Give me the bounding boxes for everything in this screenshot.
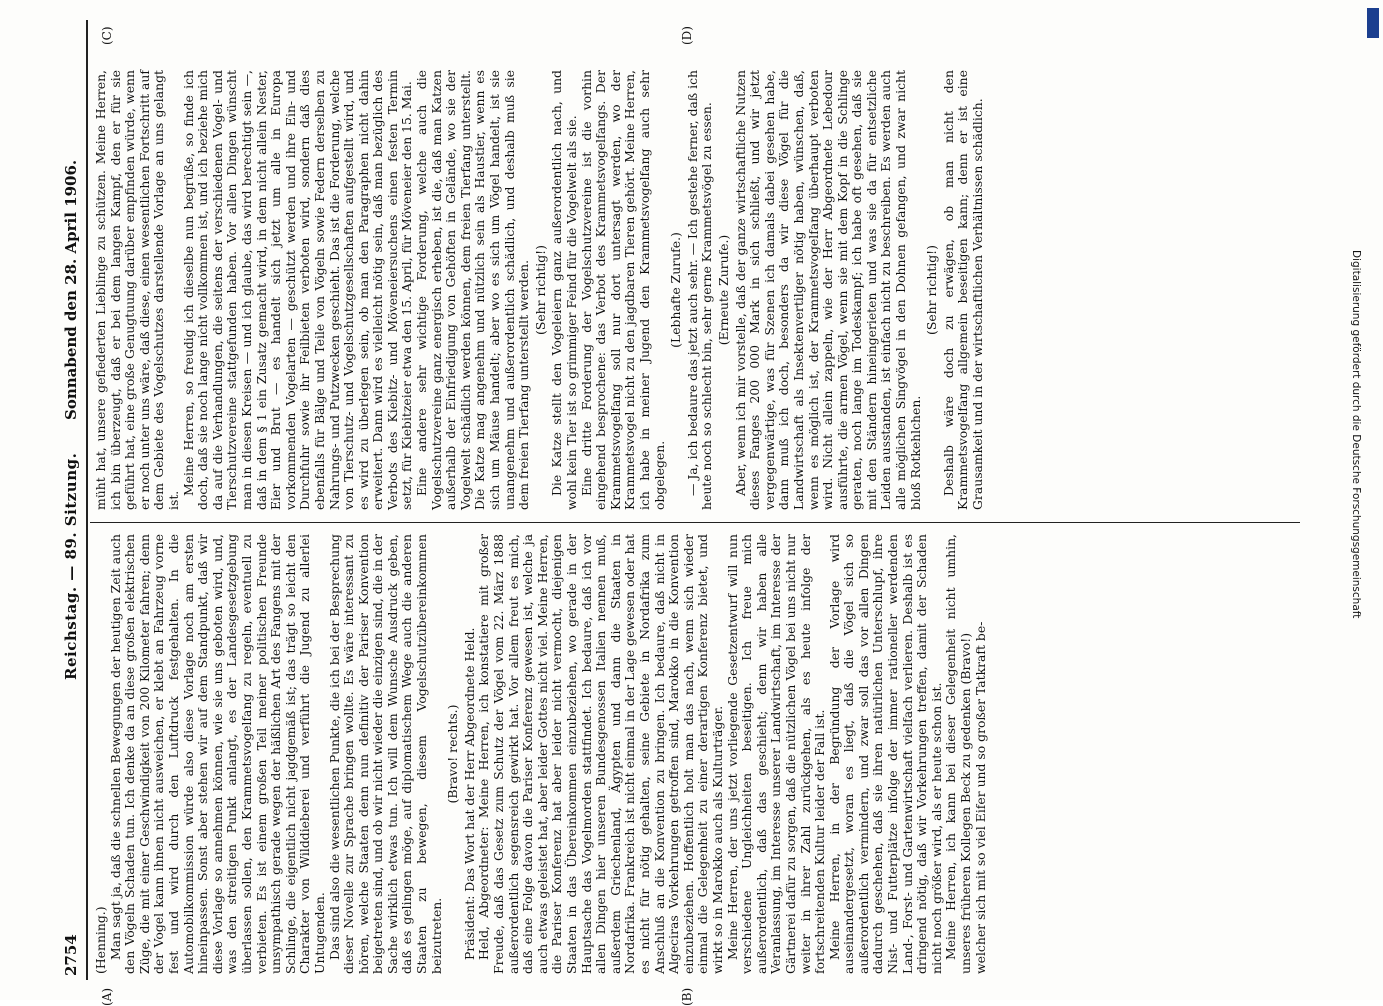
- margin-mark-d: (D): [680, 26, 694, 45]
- interjection: (Bravo! rechts.): [445, 704, 461, 804]
- paragraph: Die Katze stellt den Vogeleiern ganz außerordentlich nach, und wohl kein Tier ist so grimmiger Feind für die Vogelwelt als sie.: [549, 70, 579, 510]
- digitization-note: [1350, 250, 1364, 690]
- margin-mark-b: (B): [680, 987, 694, 1006]
- interjection: (Sehr richtig!): [532, 245, 548, 335]
- paragraph: welcher sich mit so viel Eifer und so großer Tatkraft be-: [972, 621, 988, 974]
- session-date: Sonnabend den 28. April 1906.: [62, 159, 80, 420]
- right-column: [94, 70, 986, 510]
- rotated-page: [60, 20, 1310, 1006]
- session-title: Reichstag. — 89. Sitzung.: [62, 452, 80, 680]
- paragraph: Man sagt ja, daß die schnellen Bewegungen der heutigen Zeit auch den Vögeln Schaden tun. Ich denke da an diese großen elektrischen Züge, die mit einer Geschwindigkeit von 200 Kilometer fahren; denn der Vogel kann ihnen nicht ausweichen, er klebt an Fahrzeug vorne fest und wird durch den Luftdruck festgehalten. In die Automobilkommission würde also diese Vorlage noch am ersten hineinpassen. Sonst aber stehen wir auf dem Standpunkt, daß wir diese Vorlage so annehmen können, wie sie uns geboten wird, und, was den streitigen Punkt anlangt, es der Landesgesetzgebung überlassen sollen, den Krammetsvogelfang zu regeln, eventuell zu verbieten. Es ist einem großen Teil meiner politischen Freunde unsympathisch gerade wegen der häßlichen Art des Fangens mit der Schlinge, die eigentlich nicht jagdgemäß ist; das trägt so leicht den Charakter von Wilddieberei und verführt die Jugend zu allerlei Untugenden.: [107, 534, 327, 974]
- speaker-tag: (Henning.): [93, 906, 108, 974]
- paragraph: müht hat, unsere gefiederten Lieblinge zu schützen. Meine Herren, ich bin überzeugt, daß er bei dem langen Kampf, den er für sie geführt hat, eine große Genugtuung darüber empfinden würde, wenn er noch unter uns wäre, daß diese, einen wesentlichen Fortschritt auf dem Gebiete des Vogelschutzes darstellende Vorlage an uns gelangt ist.: [93, 70, 181, 510]
- paragraph: Das sind also die wesentlichen Punkte, die ich bei der Besprechung dieser Novelle zur Sprache bringen wollte. Es wäre interessant zu hören, welche Staaten denn nun definitiv der Pariser Konvention beigetreten sind, und ob wir nicht wieder die einzigen sind, die in der Sache wirklich etwas tun. Ich will dem Wunsche Ausdruck geben, daß es gelingen möge, auf diplomatischem Wege auch die anderen Staaten zu bewegen, diesem Vogelschutzübereinkommen beizutreten.: [326, 534, 444, 974]
- interjection: (Erneute Zurufe.): [715, 234, 731, 346]
- interjection: (Lebhafte Zurufe.): [668, 232, 684, 348]
- paragraph: — Ja, ich bedaure das jetzt auch sehr. — Ich gestehe ferner, daß ich heute noch so schlecht bin, sehr gerne Krammetsvögel zu essen.: [684, 70, 715, 510]
- dfg-logo: [1367, 8, 1379, 38]
- paragraph: Deshalb wäre doch zu erwägen, ob man nicht den Krammetsvogelfang allgemein beseitigen kann; denn er ist eine Grausamkeit und in der wirtschaftlichen Verhältnissen schädlich.: [940, 70, 986, 510]
- interjection: (Sehr richtig!): [924, 245, 940, 335]
- paragraph: Meine Herren, so freudig ich dieselbe nun begrüße, so finde ich doch, daß sie noch lange nicht vollkommen ist, und ich beziehe mich da auf die Verhandlungen, die seitens der verschiedenen Vogel- und Tierschutzvereine stattgefunden haben. Vor allen Dingen wünscht man in diesen Kreisen — und ich glaube, das wird berechtigt sein —, daß in dem § 1 ein Zusatz gemacht wird, in dem nicht allein Nester, Eier und Brut — es handelt sich jetzt um alle in Europa vorkommenden Vogelarten — geschützt werden und ihre Ein- und Durchfuhr sowie ihr Feilbieten verboten wird, sondern daß dies ebenfalls für Bälge und Teile von Vögeln sowie Federn derselben zu Nahrungs- und Putzwecken geschieht. Das ist die Forderung, welche von Tierschutz- und Vogelschutzgesellschaften aufgestellt wird, und es wird zu überlegen sein, ob man den Paragraphen nicht dahin erweitert. Dann wird es vielleicht nötig sein, daß man bezüglich des Verbots des Kiebitz- und Möveneiersuchens einen festen Termin setzt, für Kiebitzeier etwa den 15. April, für Möveneier den 15. Mai.: [180, 70, 415, 510]
- paragraph: Eine dritte Forderung der Vogelschutzvereine ist die vorhin eingehend besprochene: das Verbot des Krammetsvogelfangs. Der Krammetsvogelfang soll nur dort untersagt werden, wo der Krammetsvogel nicht zu den jagdbaren Tieren gehört. Meine Herren, ich habe in meiner Jugend den Krammetsvogelfang auch sehr obgelegen.: [578, 70, 667, 510]
- paragraph: Präsident: Das Wort hat der Herr Abgeordnete Held.: [461, 627, 477, 960]
- paragraph: Meine Herren, ich kann bei dieser Gelegenheit nicht umhin, unseres früheren Kollegen Beck zu gedenken (Bravo!): [943, 534, 974, 974]
- digitization-note-text: Digitalisierung gefördert durch die Deutsche Forschungsgemeinschaft: [1350, 250, 1362, 619]
- left-column: [94, 534, 988, 974]
- column-divider: [90, 522, 1300, 523]
- margin-mark-c: (C): [100, 26, 114, 45]
- header-rule: [86, 20, 88, 980]
- paragraph: Held, Abgeordneter: Meine Herren, ich konstatiere mit großer Freude, daß das Gesetz zum Schutz der Vögel vom 22. März 1888 außerordentlich segensreich gewirkt hat. Vor allem freut es mich, daß eine Folge davon die Pariser Konferenz gewesen ist, welche ja auch etwas geleistet hat, aber leider Gottes nicht viel. Meine Herren, die Pariser Konferenz hat aber leider nicht vermocht, diejenigen Staaten in das Übereinkommen einzubeziehen, wo gerade in der Hauptsache das Vogelmorden stattfindet. Ich bedaure, daß ich vor allen Dingen hier unseren Bundesgenossen Italien nennen muß, außerdem Griechenland, Ägypten und dann die Staaten in Nordafrika. Frankreich ist nicht einmal in der Lage gewesen oder hat es nicht für nötig gehalten, seine Gebiete in Nordafrika zum Anschluß an die Konvention zu bringen. Ich bedaure, daß nicht in Algeciras Vorkehrungen getroffen sind, Marokko in die Konvention einzubeziehen. Hoffentlich holt man das nach, wenn sich wieder einmal die Gelegenheit zu einer derartigen Konferenz bietet, und wirkt so in Marokko auch als Kulturträger.: [476, 534, 725, 974]
- margin-mark-a: (A): [100, 987, 114, 1006]
- paragraph: Eine andere sehr wichtige Forderung, welche auch die Vogelschutzvereine ganz energisch erheben, ist die, daß man Katzen außerhalb der Einfriedigung von Gehöften in Gelände, wo sie der Vogelwelt schädlich werden können, dem freien Tierfang unterstellt. Die Katze mag angenehm und nützlich sein als Haustier, wenn es sich um Mäuse handelt; aber wo es sich um Vögel handelt, ist sie unangenehm und außerordentlich schädlich, und deshalb muß sie dem freien Tierfang unterstellt werden.: [414, 70, 532, 510]
- paragraph: Meine Herren, der uns jetzt vorliegende Gesetzentwurf will nun verschiedene Ungleichheiten beseitigen. Ich freue mich außerordentlich, daß das geschieht; denn wir haben alle Veranlassung, im Interesse unserer Landwirtschaft, im Interesse der Gärtnerei dafür zu sorgen, daß die nützlichen Vögel bei uns nicht nur weiter in ihrer Zahl zurückgehen, als es heute infolge der fortschreitenden Kultur leider der Fall ist.: [724, 534, 828, 974]
- paragraph: Meine Herren, in der Begründung der Vorlage wird auseinandergesetzt, woran es liegt, daß die Vögel sich so außerordentlich vermindern, und zwar soll das vor allen Dingen dadurch geschehen, daß sie ihren natürlichen Unterschlupf, ihre Nist- und Futterplätze infolge der immer rationeller werdenden Land-, Forst- und Gartenwirtschaft vielfach verlieren. Deshalb ist es dringend nötig, daß wir Vorkehrungen treffen, damit der Schaden nicht noch größer wird, als er heute schon ist.: [826, 534, 944, 974]
- paragraph: Aber, wenn ich mir vorstelle, daß der ganze wirtschaftliche Nutzen dieses Fanges 200 000 Mark in sich schließt, und wir jetzt vergegenwärtige, was für Szenen ich damals dabei gesehen habe, dann muß ich doch, besonders da wir diese Vögel für die Landwirtschaft als Insektenvertilger nötig haben, wünschen, daß, wenn es möglich ist, der Krammetsvogelfang überhaupt verboten wird. Nicht allein zappeln, wie der Herr Abgeordnete Lebedour ausführte, die armen Vögel, wenn sie mit dem Kopf in die Schlinge geraten, noch lange im Todeskampf; ich habe oft gesehen, daß sie mit den Ständern hineingerieten und was sie da für entsetzliche Leiden ausstanden, ist einfach nicht zu beschreiben. Es werden auch alle möglichen Singvögel in den Dohnen gefangen, und zwar nicht bloß Rotkehlchen.: [732, 70, 923, 510]
- page-number: 2754: [62, 934, 80, 976]
- page-header: [60, 20, 86, 980]
